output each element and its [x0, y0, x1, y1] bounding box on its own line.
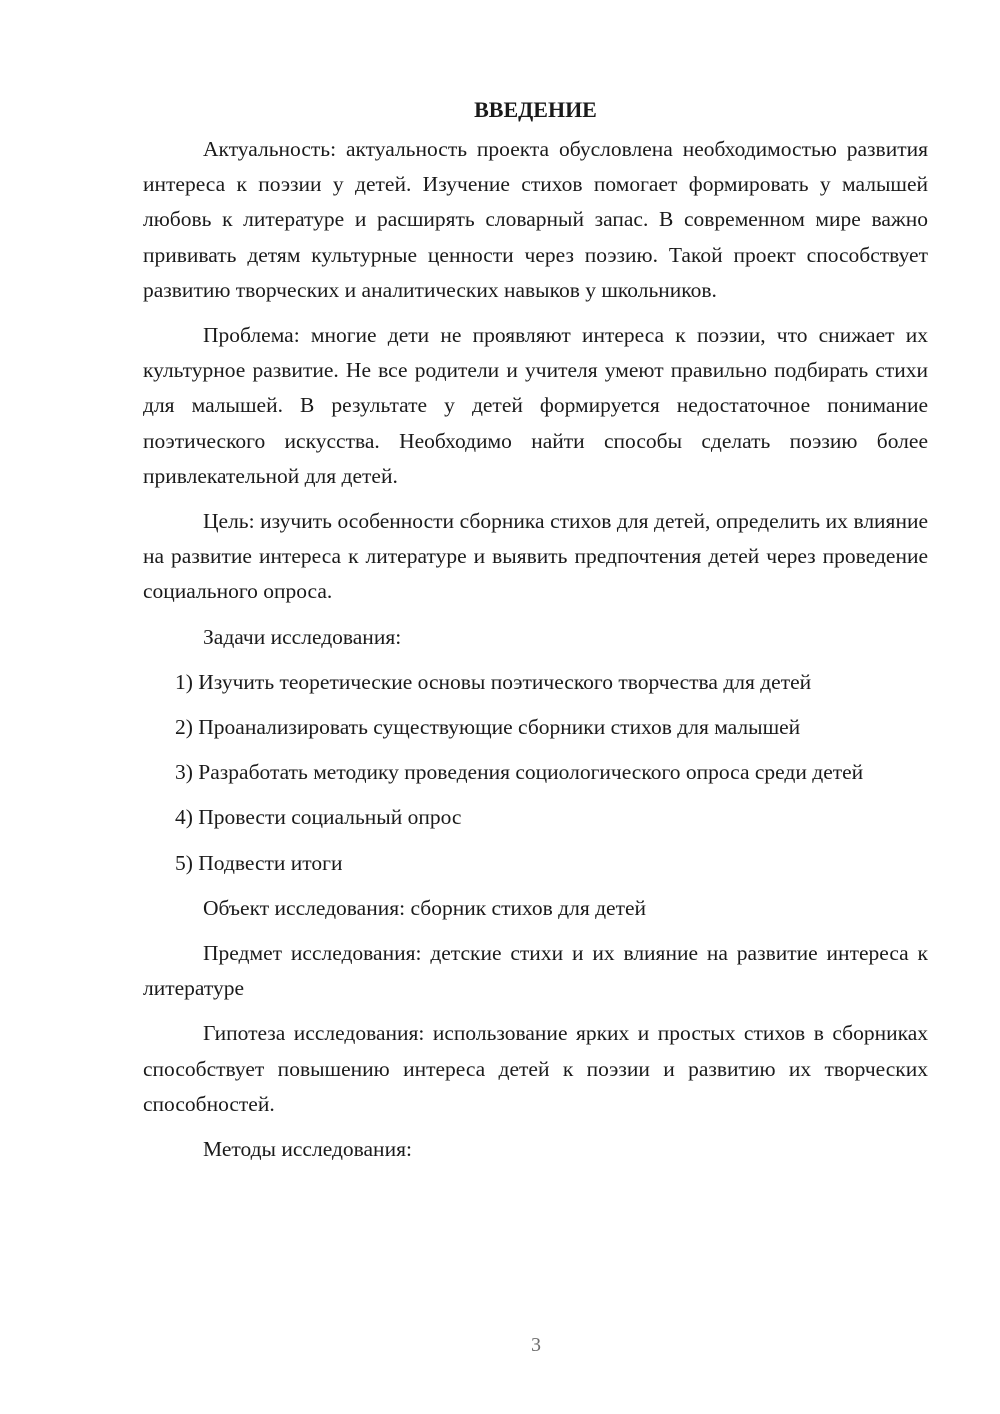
- task-item-2: 2) Проанализировать существующие сборники стихов для малышей: [175, 715, 801, 740]
- task-item-3: 3) Разработать методику проведения социологического опроса среди детей: [175, 760, 864, 785]
- page-number: 3: [531, 1334, 541, 1356]
- task-item-5: 5) Подвести итоги: [175, 850, 343, 875]
- paragraph-problem: Проблема: многие дети не проявляют интереса к поэзии, что снижает их культурное развитие. Не все родители и учителя умеют правильно подбирать стихи для малышей. В результате у детей формируется недостаточное понимание поэтического искусства. Необходимо найти способы сделать поэзию более привлекательной для детей.: [143, 323, 928, 488]
- paragraph-object: Объект исследования: сборник стихов для детей: [203, 895, 647, 920]
- section-title: ВВЕДЕНИЕ: [474, 97, 597, 122]
- paragraph-relevance: Актуальность: актуальность проекта обусловлена необходимостью развития интереса к поэзии у детей. Изучение стихов помогает формировать у малышей любовь к литературе и расширять словарный запас. В современном мире важно прививать детям культурные ценности через поэзию. Такой проект способствует развитию творческих и аналитических навыков у школьников.: [143, 137, 928, 302]
- paragraph-goal: Цель: изучить особенности сборника стихов для детей, определить их влияние на развитие интереса к литературе и выявить предпочтения детей через проведение социального опроса.: [143, 509, 928, 604]
- paragraph-subject: Предмет исследования: детские стихи и их влияние на развитие интереса к литературе: [143, 941, 928, 1001]
- task-item-4: 4) Провести социальный опрос: [175, 805, 462, 830]
- task-item-1: 1) Изучить теоретические основы поэтического творчества для детей: [175, 669, 812, 694]
- paragraph-hypothesis: Гипотеза исследования: использование ярких и простых стихов в сборниках способствует повышению интереса детей к поэзии и развитию их творческих способностей.: [143, 1021, 928, 1116]
- tasks-heading: Задачи исследования:: [203, 624, 402, 649]
- page-content: [143, 92, 928, 1177]
- methods-heading: Методы исследования:: [203, 1137, 412, 1162]
